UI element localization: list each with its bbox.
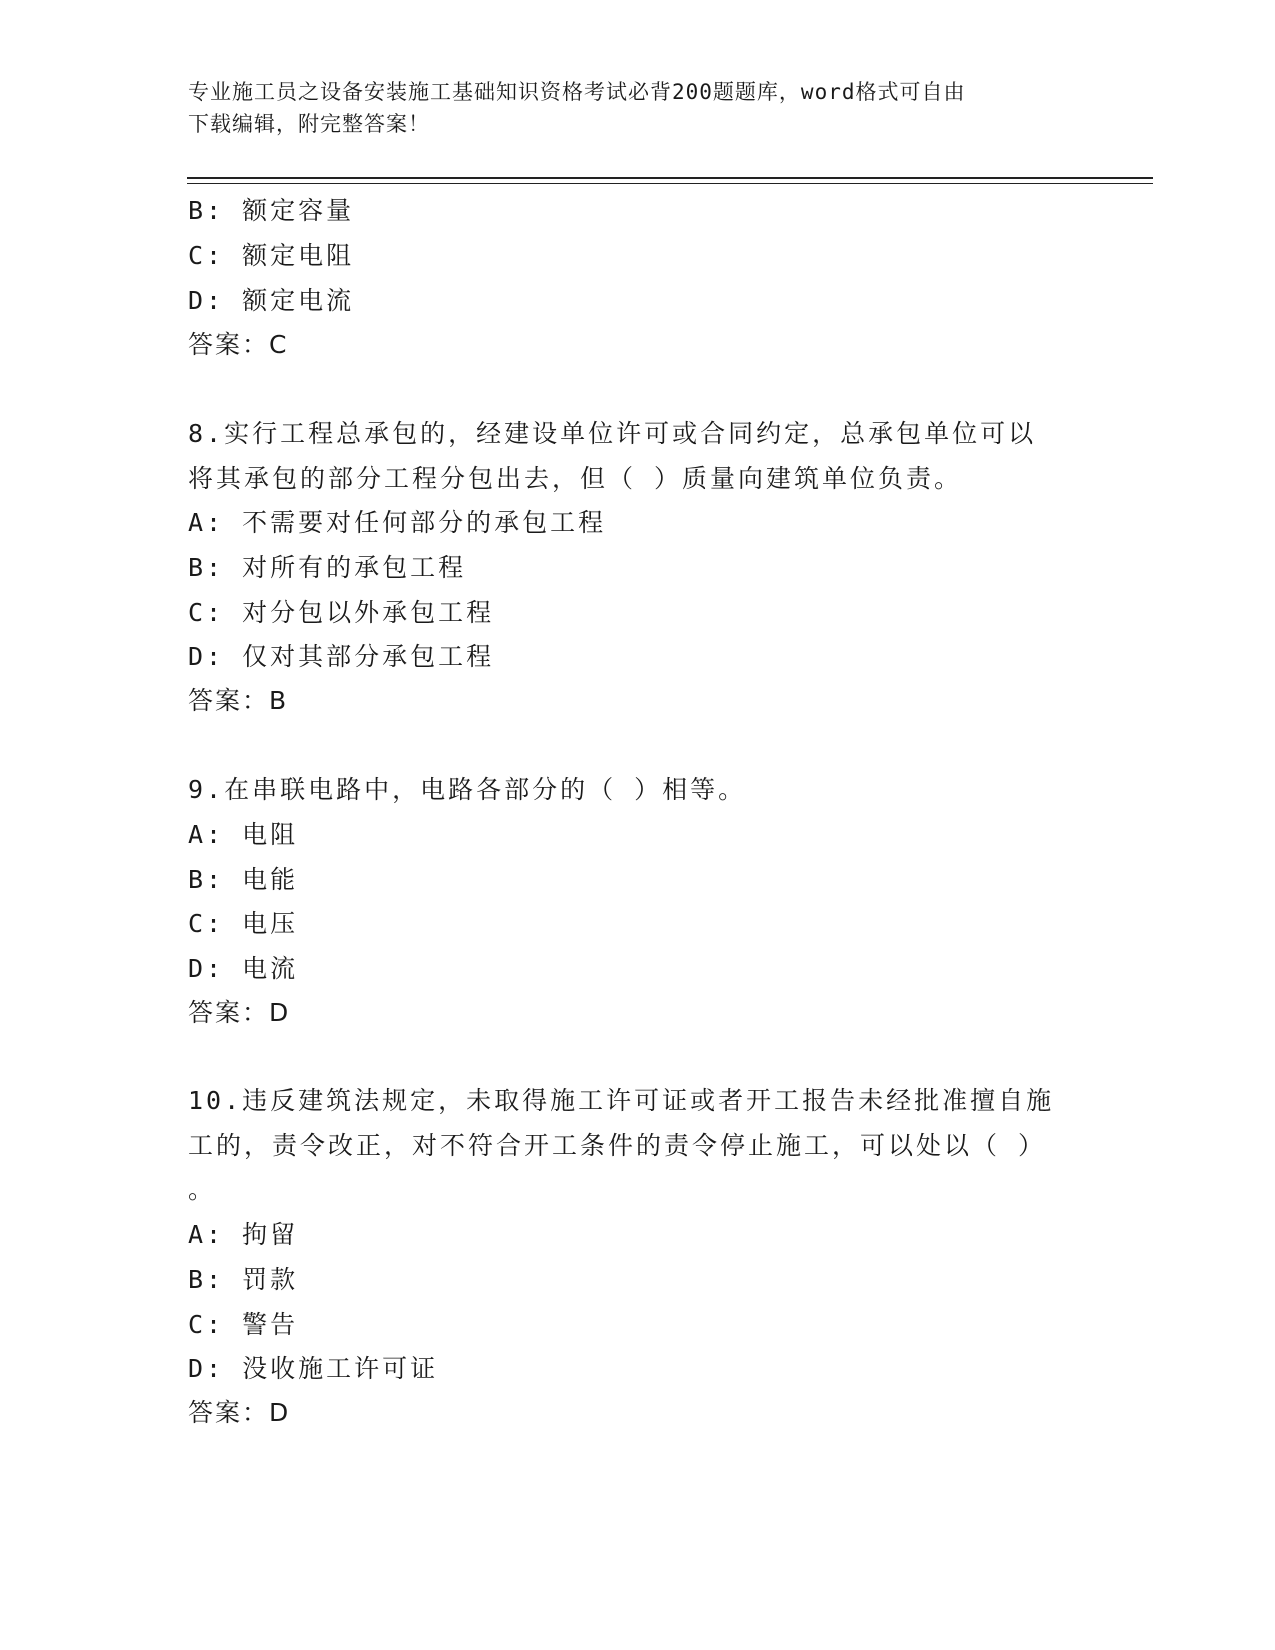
document-header xyxy=(188,76,1068,140)
q10-stem-line-2: 工的，责令改正，对不符合开工条件的责令停止施工，可以处以（ ） xyxy=(188,1131,1047,1160)
q8-option-c: C: 对分包以外承包工程 xyxy=(188,598,495,627)
q7-option-b: B: 额定容量 xyxy=(188,196,355,225)
q7-answer: 答案：C xyxy=(188,330,289,359)
header-divider-thin xyxy=(187,183,1153,184)
header-title-line-2: 下载编辑，附完整答案！ xyxy=(188,112,430,136)
q8-option-d: D: 仅对其部分承包工程 xyxy=(188,642,495,671)
q8-option-a: A: 不需要对任何部分的承包工程 xyxy=(188,508,607,537)
header-divider-thick xyxy=(187,177,1153,179)
q9-option-a: A: 电阻 xyxy=(188,820,299,849)
q10-option-a: A: 拘留 xyxy=(188,1220,299,1249)
q10-stem-line-3: 。 xyxy=(188,1175,214,1204)
q10-option-d: D: 没收施工许可证 xyxy=(188,1354,439,1383)
q10-stem-line-1: 10.违反建筑法规定，未取得施工许可证或者开工报告未经批准擅自施 xyxy=(188,1086,1055,1115)
q9-answer: 答案：D xyxy=(188,998,291,1027)
q9-option-b: B: 电能 xyxy=(188,865,299,894)
q8-stem-line-1: 8.实行工程总承包的，经建设单位许可或合同约定，总承包单位可以 xyxy=(188,419,1037,448)
q9-option-c: C: 电压 xyxy=(188,909,299,938)
q9-option-d: D: 电流 xyxy=(188,954,299,983)
header-title-line-1: 专业施工员之设备安装施工基础知识资格考试必背200题题库，word格式可自由 xyxy=(188,80,966,104)
q10-option-c: C: 警告 xyxy=(188,1310,299,1339)
q10-option-b: B: 罚款 xyxy=(188,1265,299,1294)
q8-option-b: B: 对所有的承包工程 xyxy=(188,553,467,582)
q9-stem-line-1: 9.在串联电路中，电路各部分的（ ）相等。 xyxy=(188,775,747,804)
q7-option-c: C: 额定电阻 xyxy=(188,241,355,270)
q8-stem-line-2: 将其承包的部分工程分包出去，但（ ）质量向建筑单位负责。 xyxy=(188,464,963,493)
q7-option-d: D: 额定电流 xyxy=(188,286,355,315)
q10-answer: 答案：D xyxy=(188,1398,291,1427)
q8-answer: 答案：B xyxy=(188,686,289,715)
